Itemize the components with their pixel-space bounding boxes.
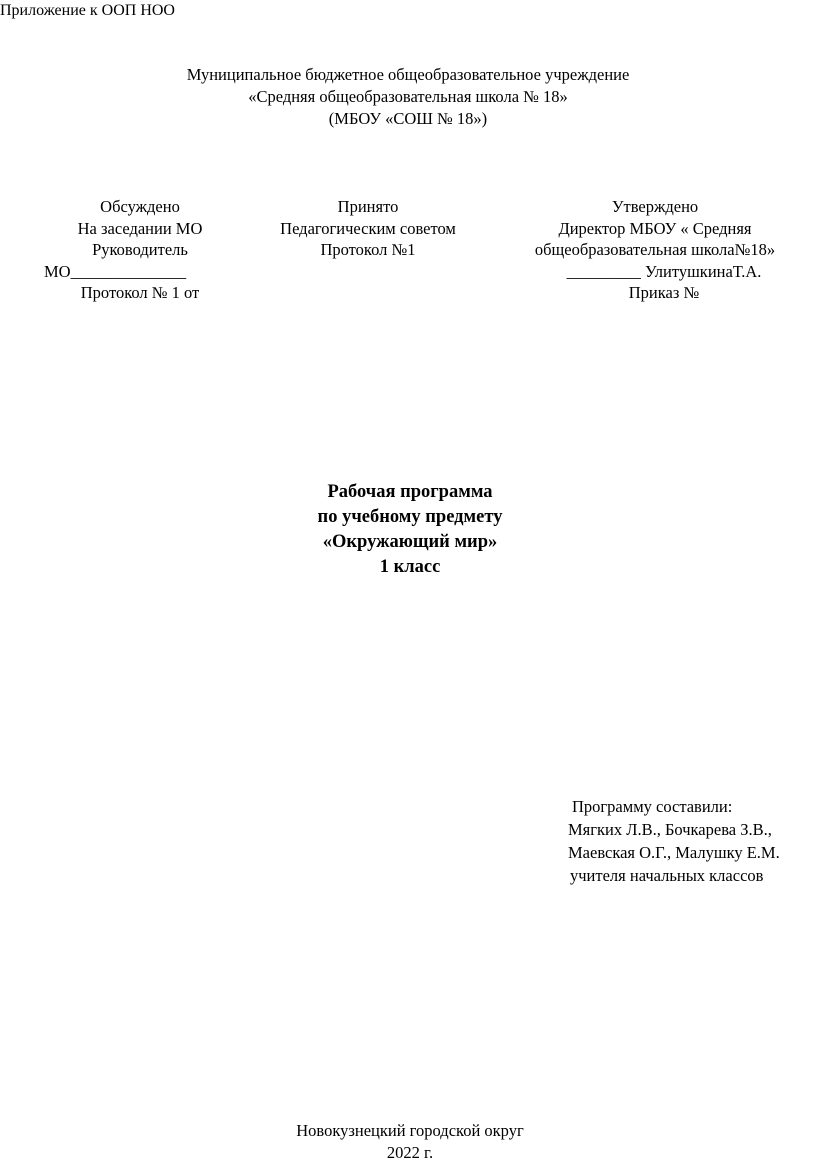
approved-line-3: _________ УлитушкинаТ.А. (566, 261, 762, 281)
discussed-line-1: На заседании МО (77, 218, 203, 238)
authors-line-1: Мягких Л.В., Бочкарева З.В., (568, 820, 772, 839)
discussed-line-4: Протокол № 1 от (80, 283, 200, 302)
document-title-block (200, 480, 620, 580)
title-line-3: «Окружающий мир» (322, 532, 498, 552)
authors-line-2: Маевская О.Г., Малушку Е.М. (568, 843, 780, 862)
accepted-line-2: Протокол №1 (320, 240, 416, 259)
approved-line-2: общеобразовательная школа№18» (534, 240, 776, 259)
title-line-2: по учебному предмету (317, 507, 503, 527)
footer-year: 2022 г. (386, 1143, 434, 1162)
discussed-line-3: МО______________ (44, 261, 187, 281)
discussed-line-2: Руководитель (92, 240, 188, 259)
school-name-line-3: (МБОУ «СОШ № 18») (328, 109, 488, 128)
authors-line-3: учителя начальных классов (570, 866, 764, 885)
authors-heading: Программу составили: (572, 797, 733, 816)
approved-title: Утверждено (611, 197, 699, 216)
approval-discussed (40, 196, 240, 304)
authors-block (568, 795, 780, 887)
discussed-title: Обсуждено (100, 197, 180, 216)
school-name-block (100, 64, 716, 130)
approval-approved (520, 196, 790, 304)
footer-place: Новокузнецкий городской округ (296, 1121, 524, 1140)
approval-accepted (262, 196, 474, 261)
title-line-4: 1 класс (379, 557, 441, 577)
approved-line-1: Директор МБОУ « Средняя (558, 218, 752, 238)
title-line-1: Рабочая программа (327, 482, 493, 502)
accepted-line-1: Педагогическим советом (280, 218, 456, 238)
appendix-note: Приложение к ООП НОО (0, 2, 175, 19)
accepted-title: Принято (337, 197, 399, 216)
approved-line-4: Приказ № (628, 283, 700, 302)
school-name-line-1: Муниципальное бюджетное общеобразовательное учреждение (186, 65, 630, 84)
footer-block (210, 1120, 610, 1164)
school-name-line-2: «Средняя общеобразовательная школа № 18» (248, 87, 568, 106)
